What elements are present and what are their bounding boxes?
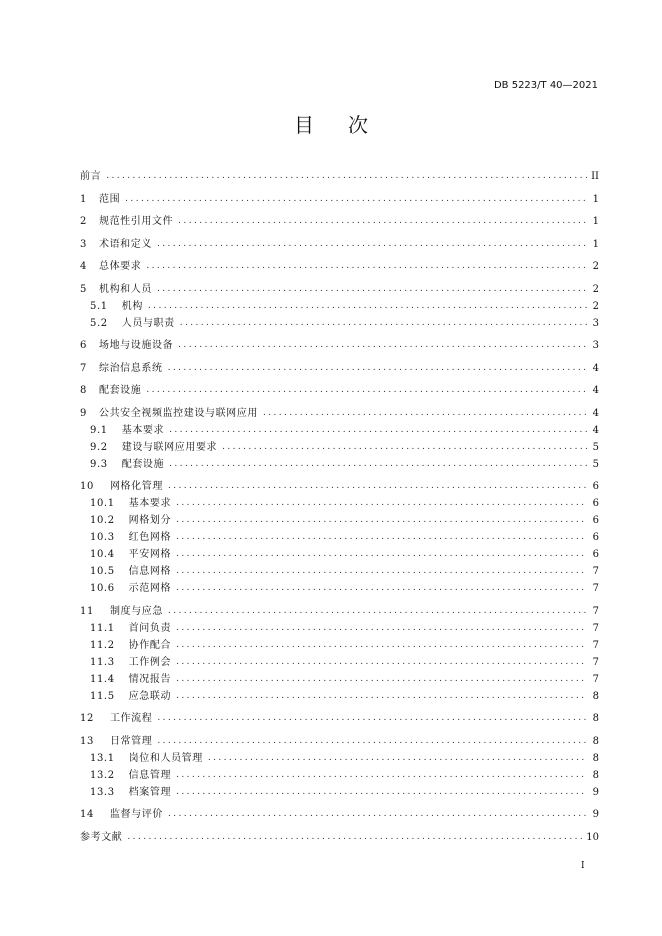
toc-entry-title: 机构 <box>121 300 143 312</box>
toc-subentry[interactable] <box>80 531 599 544</box>
toc-dot-leader <box>222 441 587 454</box>
toc-entry-page: 8 <box>592 713 599 724</box>
toc-entry-number: 11.2 <box>90 639 115 651</box>
toc-entry-title: 应急联动 <box>128 690 172 702</box>
table-of-contents <box>80 170 599 844</box>
toc-entry-title: 配套设施 <box>121 458 165 470</box>
toc-entry-number: 5 <box>80 283 87 295</box>
toc-entry-title: 网格化管理 <box>109 481 163 492</box>
toc-entry-page: 9 <box>592 786 599 798</box>
toc-entry-number: 6 <box>80 340 87 351</box>
toc-entry-number: 9.2 <box>90 441 108 453</box>
toc-entry-number: 10.1 <box>90 498 115 509</box>
toc-entry-page: 6 <box>592 481 599 492</box>
toc-entry[interactable] <box>80 339 599 352</box>
toc-entry-number: 9.1 <box>90 424 108 436</box>
toc-subentry[interactable] <box>80 582 599 595</box>
toc-dot-leader <box>176 769 587 782</box>
toc-entry[interactable] <box>80 260 599 273</box>
toc-entry[interactable] <box>80 193 599 206</box>
toc-entry[interactable] <box>80 831 599 844</box>
toc-dot-leader <box>127 831 582 844</box>
toc-entry-title: 信息网格 <box>128 566 172 577</box>
toc-dot-leader <box>176 514 587 527</box>
toc-entry-page: 7 <box>592 673 599 685</box>
toc-entry-title: 工作流程 <box>109 713 153 724</box>
toc-entry-title: 基本要求 <box>128 498 172 509</box>
toc-entry-title: 首问负责 <box>128 622 172 634</box>
toc-entry-number: 1 <box>80 193 87 205</box>
toc-entry-title: 配套设施 <box>98 385 142 396</box>
toc-entry-title: 平安网格 <box>128 549 172 560</box>
toc-dot-leader <box>263 407 587 420</box>
toc-entry-page: 7 <box>592 605 599 617</box>
toc-subentry[interactable] <box>80 300 599 313</box>
toc-entry-page: 4 <box>592 424 599 436</box>
toc-entry-title: 机构和人员 <box>98 283 152 295</box>
toc-entry-title: 工作例会 <box>128 656 172 668</box>
toc-entry-title: 术语和定义 <box>98 238 152 250</box>
toc-entry-title: 建设与联网应用要求 <box>121 441 218 453</box>
toc-subentry[interactable] <box>80 769 599 782</box>
toc-subentry[interactable] <box>80 424 599 437</box>
toc-entry-page: 3 <box>592 317 599 329</box>
toc-entry[interactable] <box>80 712 599 725</box>
toc-entry-page: 7 <box>592 566 599 577</box>
toc-entry-title: 网格划分 <box>128 515 172 526</box>
toc-entry-number: 10.3 <box>90 532 115 543</box>
toc-entry-page: 8 <box>592 735 599 747</box>
toc-subentry[interactable] <box>80 458 599 471</box>
toc-entry-number: 9.3 <box>90 458 108 470</box>
toc-entry-title: 协作配合 <box>128 639 172 651</box>
toc-entry-page: 6 <box>592 515 599 526</box>
toc-entry-page: 6 <box>592 498 599 509</box>
toc-entry-number: 11 <box>80 605 94 617</box>
toc-entry-title: 档案管理 <box>128 786 172 798</box>
toc-entry-number: 10.5 <box>90 566 115 577</box>
toc-entry[interactable] <box>80 480 599 493</box>
toc-entry-number: 11.1 <box>90 622 115 634</box>
toc-dot-leader <box>176 582 587 595</box>
toc-dot-leader <box>176 531 587 544</box>
toc-dot-leader <box>176 497 587 510</box>
toc-entry[interactable] <box>80 362 599 375</box>
toc-entry-number: 10 <box>80 481 94 492</box>
toc-entry-page: 7 <box>592 656 599 668</box>
toc-dot-leader <box>176 673 587 686</box>
toc-subentry[interactable] <box>80 690 599 703</box>
toc-subentry[interactable] <box>80 497 599 510</box>
toc-entry-number: 11.5 <box>90 690 115 702</box>
toc-entry-title: 人员与职责 <box>121 317 175 329</box>
toc-dot-leader <box>208 752 587 765</box>
toc-entry-number: 4 <box>80 261 87 272</box>
toc-entry-number: 11.4 <box>90 673 115 685</box>
toc-entry-page: 8 <box>592 752 599 764</box>
toc-entry-page: 6 <box>592 549 599 560</box>
toc-entry-title: 范围 <box>98 193 121 205</box>
toc-dot-leader <box>106 170 587 183</box>
toc-entry-page: 8 <box>592 690 599 702</box>
toc-entry-number: 8 <box>80 385 87 396</box>
toc-entry[interactable] <box>80 215 599 228</box>
toc-dot-leader <box>169 458 587 471</box>
toc-entry-page: 2 <box>592 300 599 312</box>
toc-entry[interactable] <box>80 808 599 821</box>
toc-entry-title: 监督与评价 <box>109 809 163 820</box>
toc-entry-page: 10 <box>586 831 599 843</box>
toc-dot-leader <box>169 424 587 437</box>
toc-entry-title: 前言 <box>80 171 102 182</box>
toc-dot-leader <box>176 622 587 635</box>
toc-subentry[interactable] <box>80 622 599 635</box>
toc-entry-number: 2 <box>80 216 87 227</box>
toc-entry-title: 综治信息系统 <box>98 362 163 374</box>
toc-dot-leader <box>168 362 587 375</box>
toc-entry-title: 情况报告 <box>128 673 172 685</box>
toc-dot-leader <box>176 656 587 669</box>
toc-subentry[interactable] <box>80 441 599 454</box>
toc-dot-leader <box>168 480 587 493</box>
toc-dot-leader <box>178 339 587 352</box>
toc-dot-leader <box>157 283 587 296</box>
toc-entry-number: 13.3 <box>90 786 115 798</box>
toc-entry-page: 1 <box>592 193 599 205</box>
toc-entry[interactable] <box>80 735 599 748</box>
toc-entry-number: 10.4 <box>90 549 115 560</box>
toc-entry-page: 4 <box>592 362 599 374</box>
toc-dot-leader <box>146 384 587 397</box>
toc-entry-page: 4 <box>592 385 599 396</box>
toc-entry-number: 14 <box>80 809 94 820</box>
toc-entry-page: 2 <box>592 283 599 295</box>
toc-entry-title: 基本要求 <box>121 424 165 436</box>
toc-entry-title: 制度与应急 <box>109 605 163 617</box>
toc-entry-title: 示范网格 <box>128 583 172 594</box>
toc-subentry[interactable] <box>80 673 599 686</box>
toc-dot-leader <box>168 808 587 821</box>
toc-entry-title: 参考文献 <box>80 831 123 843</box>
toc-entry-page: 9 <box>592 809 599 820</box>
toc-entry-page: 6 <box>592 532 599 543</box>
page-number: I <box>581 861 585 871</box>
toc-entry-number: 13.1 <box>90 752 115 764</box>
toc-entry-page: 2 <box>592 261 599 272</box>
toc-entry-page: 7 <box>592 622 599 634</box>
toc-entry-page: 1 <box>592 216 599 227</box>
toc-entry-page: II <box>591 171 599 182</box>
page-title: 目次 <box>294 113 402 137</box>
toc-entry-title: 规范性引用文件 <box>98 216 174 227</box>
toc-entry-page: 1 <box>592 238 599 250</box>
toc-dot-leader <box>125 193 587 206</box>
toc-entry-number: 13 <box>80 735 94 747</box>
toc-entry-number: 10.6 <box>90 583 115 594</box>
toc-entry-number: 7 <box>80 362 87 374</box>
toc-subentry[interactable] <box>80 752 599 765</box>
toc-entry-title: 场地与设施设备 <box>98 340 174 351</box>
toc-dot-leader <box>168 605 587 618</box>
toc-entry-number: 12 <box>80 713 94 724</box>
toc-entry-number: 9 <box>80 407 87 419</box>
toc-entry-number: 13.2 <box>90 769 115 781</box>
toc-entry-page: 4 <box>592 407 599 419</box>
toc-dot-leader <box>178 215 587 228</box>
toc-subentry[interactable] <box>80 317 599 330</box>
toc-entry-title: 日常管理 <box>109 735 153 747</box>
toc-dot-leader <box>176 786 587 799</box>
toc-entry-title: 信息管理 <box>128 769 172 781</box>
toc-subentry[interactable] <box>80 656 599 669</box>
toc-dot-leader <box>148 300 587 313</box>
toc-entry-page: 5 <box>592 458 599 470</box>
toc-dot-leader <box>157 712 587 725</box>
toc-entry-page: 7 <box>592 583 599 594</box>
toc-entry[interactable] <box>80 407 599 420</box>
toc-entry-page: 7 <box>592 639 599 651</box>
toc-entry-number: 5.2 <box>90 317 108 329</box>
toc-subentry[interactable] <box>80 548 599 561</box>
toc-entry-number: 3 <box>80 238 87 250</box>
toc-entry[interactable] <box>80 238 599 251</box>
toc-dot-leader <box>176 548 587 561</box>
toc-dot-leader <box>180 317 587 330</box>
toc-entry-page: 8 <box>592 769 599 781</box>
toc-dot-leader <box>157 238 587 251</box>
standard-code: DB 5223/T 40—2021 <box>493 80 598 91</box>
toc-entry-title: 总体要求 <box>98 261 142 272</box>
toc-subentry[interactable] <box>80 514 599 527</box>
toc-subentry[interactable] <box>80 639 599 652</box>
toc-entry[interactable] <box>80 605 599 618</box>
toc-dot-leader <box>157 735 587 748</box>
toc-subentry[interactable] <box>80 786 599 799</box>
toc-entry[interactable] <box>80 384 599 397</box>
toc-entry-number: 5.1 <box>90 300 108 312</box>
toc-entry[interactable] <box>80 170 599 183</box>
toc-entry-number: 10.2 <box>90 515 115 526</box>
toc-entry-number: 11.3 <box>90 656 115 668</box>
toc-entry-page: 5 <box>592 441 599 453</box>
toc-dot-leader <box>146 260 587 273</box>
toc-dot-leader <box>176 639 587 652</box>
toc-entry-page: 3 <box>592 340 599 351</box>
toc-dot-leader <box>176 565 587 578</box>
toc-entry[interactable] <box>80 283 599 296</box>
toc-dot-leader <box>176 690 587 703</box>
toc-entry-title: 公共安全视频监控建设与联网应用 <box>98 407 258 419</box>
toc-subentry[interactable] <box>80 565 599 578</box>
toc-entry-title: 岗位和人员管理 <box>128 752 203 764</box>
toc-entry-title: 红色网格 <box>128 532 172 543</box>
